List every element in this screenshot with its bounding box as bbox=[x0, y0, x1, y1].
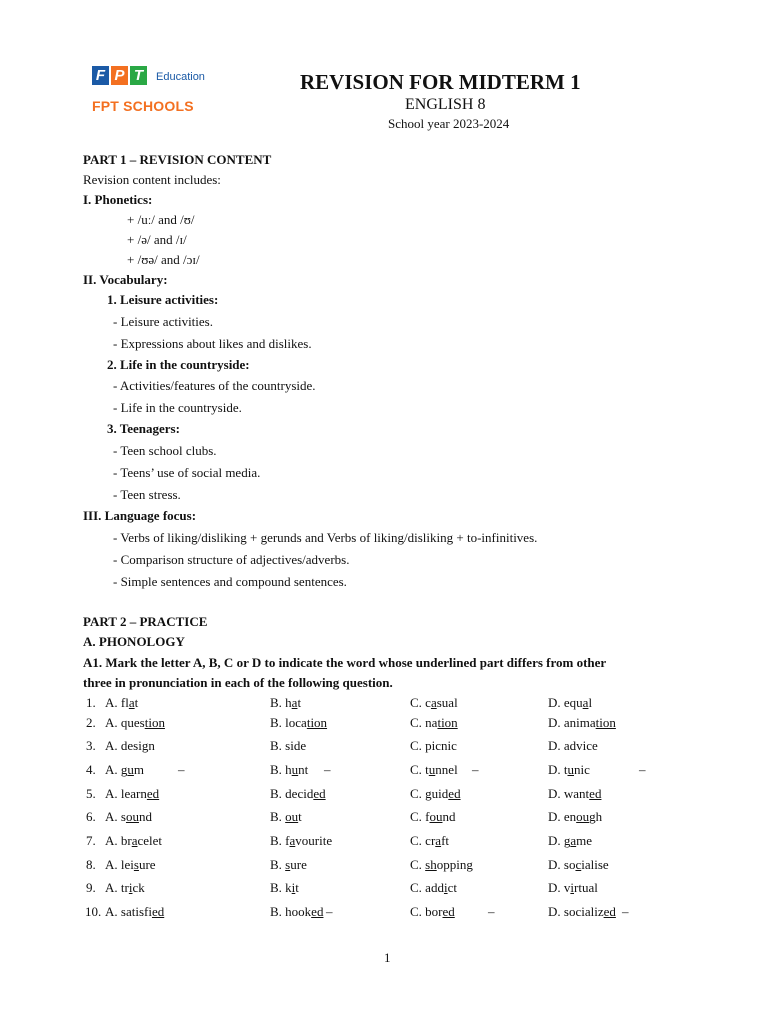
answer-option-b[interactable]: B. sure bbox=[270, 857, 307, 872]
question-row bbox=[86, 695, 726, 715]
part1-intro: Revision content includes: bbox=[83, 172, 221, 187]
answer-option-a[interactable]: A. design bbox=[105, 738, 155, 753]
answer-option-c[interactable]: C. found bbox=[410, 809, 456, 824]
document-subtitle: ENGLISH 8 bbox=[405, 96, 486, 113]
question-number: 1. bbox=[86, 695, 96, 710]
vocab-item: - Expressions about likes and dislikes. bbox=[113, 336, 312, 351]
logo-block-p: P bbox=[111, 66, 128, 85]
answer-option-a[interactable]: A. trick bbox=[105, 880, 145, 895]
answer-option-b[interactable]: B. favourite bbox=[270, 833, 333, 848]
dash-mark: – bbox=[324, 762, 331, 777]
answer-option-c[interactable]: C. tunnel bbox=[410, 762, 458, 777]
answer-option-a[interactable]: A. learned bbox=[105, 786, 160, 801]
phonology-heading: A. PHONOLOGY bbox=[83, 634, 185, 649]
answer-option-c[interactable]: C. addict bbox=[410, 880, 457, 895]
dash-mark: – bbox=[622, 904, 629, 919]
answer-option-d[interactable]: D. animation bbox=[548, 715, 616, 730]
answer-option-a[interactable]: A. sound bbox=[105, 809, 152, 824]
vocab-item: - Leisure activities. bbox=[113, 314, 213, 329]
phonetics-heading: I. Phonetics: bbox=[83, 192, 153, 207]
answer-option-b[interactable]: B. hooked bbox=[270, 904, 324, 919]
question-row bbox=[86, 786, 726, 806]
page-number: 1 bbox=[384, 950, 391, 965]
instruction-line-1: A1. Mark the letter A, B, C or D to indicate the word whose underlined part differs from other bbox=[83, 655, 607, 670]
answer-option-c[interactable]: C. casual bbox=[410, 695, 458, 710]
question-row bbox=[86, 880, 726, 900]
answer-option-a[interactable]: A. gum bbox=[105, 762, 145, 777]
question-number: 10. bbox=[85, 904, 102, 919]
question-row bbox=[86, 857, 726, 877]
answer-option-a[interactable]: A. bracelet bbox=[105, 833, 163, 848]
logo-block-t: T bbox=[130, 66, 147, 85]
vocab-item: - Life in the countryside. bbox=[113, 400, 242, 415]
answer-option-b[interactable]: B. decided bbox=[270, 786, 326, 801]
fpt-schools-logo bbox=[92, 66, 212, 122]
vocab-section-title: 3. Teenagers: bbox=[107, 421, 180, 436]
dash-mark: – bbox=[326, 904, 333, 919]
question-row bbox=[86, 715, 726, 735]
answer-option-a[interactable]: A. satisfied bbox=[105, 904, 165, 919]
phonetics-item: + /uː/ and /ʊ/ bbox=[127, 212, 195, 227]
question-row bbox=[86, 762, 726, 782]
logo-block-f: F bbox=[92, 66, 109, 85]
answer-option-d[interactable]: D. enough bbox=[548, 809, 603, 824]
answer-option-d[interactable]: D. wanted bbox=[548, 786, 602, 801]
answer-option-a[interactable]: A. leisure bbox=[105, 857, 156, 872]
vocab-section-title: 2. Life in the countryside: bbox=[107, 357, 250, 372]
answer-option-c[interactable]: C. bored bbox=[410, 904, 455, 919]
question-number: 8. bbox=[86, 857, 96, 872]
answer-option-d[interactable]: D. advice bbox=[548, 738, 598, 753]
question-number: 5. bbox=[86, 786, 96, 801]
language-item: - Verbs of liking/disliking + gerunds and Verbs of liking/disliking + to-infinitives. bbox=[113, 530, 538, 545]
dash-mark: – bbox=[178, 762, 185, 777]
answer-option-c[interactable]: C. craft bbox=[410, 833, 450, 848]
question-number: 6. bbox=[86, 809, 96, 824]
answer-option-c[interactable]: C. picnic bbox=[410, 738, 457, 753]
vocab-item: - Activities/features of the countryside. bbox=[113, 378, 316, 393]
answer-option-b[interactable]: B. location bbox=[270, 715, 328, 730]
answer-option-c[interactable]: C. shopping bbox=[410, 857, 473, 872]
answer-option-b[interactable]: B. kit bbox=[270, 880, 299, 895]
answer-option-d[interactable]: D. socialized bbox=[548, 904, 616, 919]
language-focus-heading: III. Language focus: bbox=[83, 508, 197, 523]
question-row bbox=[86, 904, 726, 924]
vocab-section-title: 1. Leisure activities: bbox=[107, 292, 219, 307]
answer-option-b[interactable]: B. hunt bbox=[270, 762, 309, 777]
part1-heading: PART 1 – REVISION CONTENT bbox=[83, 152, 272, 167]
answer-option-a[interactable]: A. question bbox=[105, 715, 165, 730]
question-row bbox=[86, 809, 726, 829]
answer-option-c[interactable]: C. guided bbox=[410, 786, 461, 801]
answer-option-d[interactable]: D. socialise bbox=[548, 857, 609, 872]
question-number: 3. bbox=[86, 738, 96, 753]
answer-option-b[interactable]: B. side bbox=[270, 738, 307, 753]
vocab-item: - Teen school clubs. bbox=[113, 443, 217, 458]
school-year: School year 2023-2024 bbox=[388, 116, 510, 131]
vocab-item: - Teen stress. bbox=[113, 487, 181, 502]
logo-education-text: Education bbox=[156, 71, 205, 83]
dash-mark: – bbox=[472, 762, 479, 777]
phonetics-item: + /ʊə/ and /ɔɪ/ bbox=[127, 252, 200, 267]
vocabulary-heading: II. Vocabulary: bbox=[83, 272, 168, 287]
answer-option-a[interactable]: A. flat bbox=[105, 695, 139, 710]
phonetics-item: + /ə/ and /ɪ/ bbox=[127, 232, 187, 247]
answer-option-b[interactable]: B. hat bbox=[270, 695, 302, 710]
logo-schools-text: FPT SCHOOLS bbox=[92, 98, 194, 114]
question-number: 2. bbox=[86, 715, 96, 730]
question-number: 9. bbox=[86, 880, 96, 895]
question-row bbox=[86, 738, 726, 758]
dash-mark: – bbox=[639, 762, 646, 777]
question-number: 4. bbox=[86, 762, 96, 777]
answer-option-c[interactable]: C. nation bbox=[410, 715, 458, 730]
dash-mark: – bbox=[488, 904, 495, 919]
part2-heading: PART 2 – PRACTICE bbox=[83, 614, 208, 629]
instruction-line-2: three in pronunciation in each of the following question. bbox=[83, 675, 393, 690]
language-item: - Comparison structure of adjectives/adverbs. bbox=[113, 552, 350, 567]
question-row bbox=[86, 833, 726, 853]
answer-option-d[interactable]: D. game bbox=[548, 833, 593, 848]
answer-option-d[interactable]: D. virtual bbox=[548, 880, 598, 895]
answer-option-d[interactable]: D. equal bbox=[548, 695, 593, 710]
answer-option-b[interactable]: B. out bbox=[270, 809, 302, 824]
document-title: REVISION FOR MIDTERM 1 bbox=[300, 70, 581, 94]
question-number: 7. bbox=[86, 833, 96, 848]
language-item: - Simple sentences and compound sentences. bbox=[113, 574, 347, 589]
vocab-item: - Teens’ use of social media. bbox=[113, 465, 261, 480]
answer-option-d[interactable]: D. tunic bbox=[548, 762, 590, 777]
